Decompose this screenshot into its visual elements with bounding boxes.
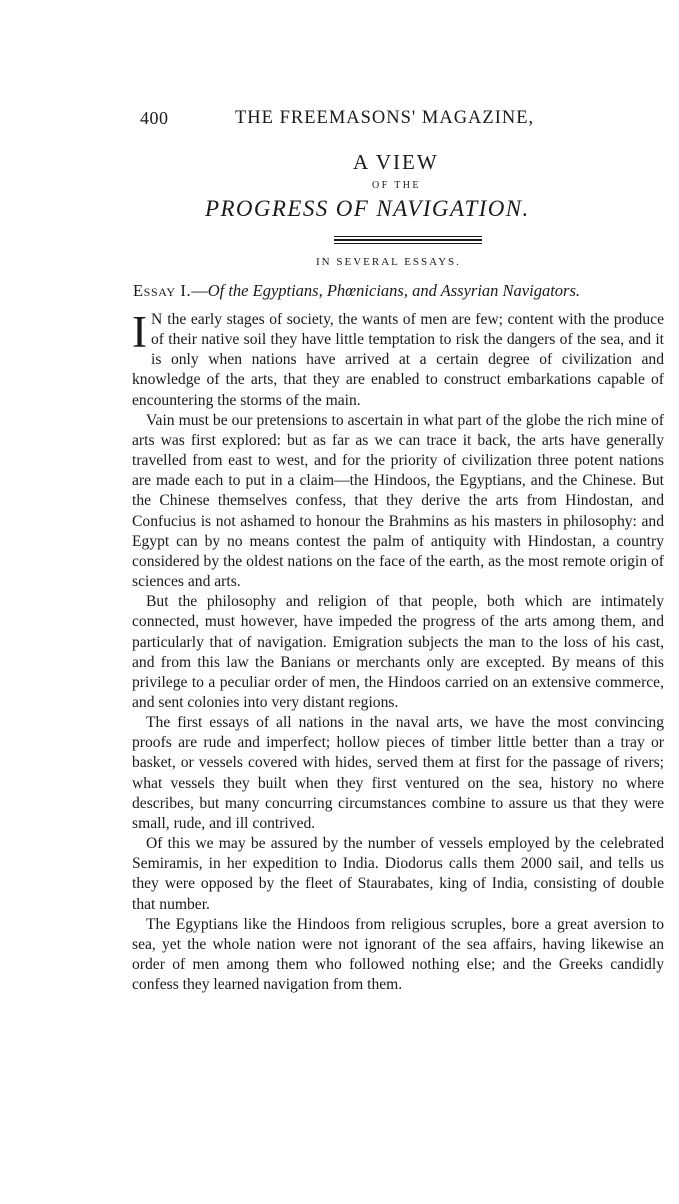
paragraph: The first essays of all nations in the naval arts, we have the most convincing proofs are rude and imperfect; hollow pieces of timber little better than a tray or basket, or vessels covered with hides, served them at first for the passage of rivers; what vessels they built when they first ventured on the sea, history no where describes, but many concurring circumstances combine to assure us that they were small, rude, and ill contrived. [132,714,664,832]
paragraph [132,307,664,411]
essays-note: IN SEVERAL ESSAYS. [316,256,461,268]
running-head: THE FREEMASONS' MAGAZINE, [235,108,535,128]
paragraph: The Egyptians like the Hindoos from religious scruples, bore a great aversion to sea, yet the whole nation were not ignorant of the sea affairs, having likewise an order of men among them who followed nothing else; and the Greeks candidly confess they learned navigation from them. [132,915,664,994]
page-number: 400 [140,108,169,128]
essay-label: Essay I. [133,281,192,300]
title-rule-top [334,236,482,237]
article-title: A VIEW [353,150,439,174]
paragraph-text: the early stages of society, the wants of men are few; content with the produce of their native soil they have little temptation to risk the dangers of the sea, and it is only when nations have arrived at a certain degree of civilization and knowledge of the arts, that they are enabled to construct embarkations capable of encountering the storms of the main. [132,311,664,409]
article-subtitle: PROGRESS OF NAVIGATION. [205,196,530,221]
drop-cap: I [132,307,147,357]
title-rule-bottom [334,243,482,244]
essay-dash: — [191,281,208,300]
paragraph: Vain must be our pretensions to ascertain in what part of the globe the rich mine of arts was first explored: but as far as we can trace it back, the arts have generally travelled from east to west, and for the priority of civilization three potent nations are made each to put in a claim—the Hindoos, the Egyptians, and the Chinese. But the Chinese themselves confess, that they derive the arts from Hindostan, and Confucius is not ashamed to honour the Brahmins as his masters in philosophy: and Egypt can by no means contest the palm of antiquity with Hindostan, a country considered by the oldest nations on the face of the earth, as the most remote origin of sciences and arts. [132,411,664,591]
title-rule-middle [334,239,482,241]
paragraph: But the philosophy and religion of that people, both which are intimately connected, must however, have impeded the progress of the arts among them, and particularly that of navigation. Emigration subjects the man to the loss of his cast, and from this law the Banians or merchants only are excepted. By means of this privilege to a peculiar order of men, the Hindoos carried on an extensive commerce, and sent colonies into very distant regions. [132,593,664,711]
essay-subject: Of the Egyptians, Phœnicians, and Assyrian Navigators. [207,281,581,300]
article-title-connector: OF THE [372,180,421,191]
first-word-rest: N [151,311,163,328]
article-body [132,307,664,995]
essay-heading [133,281,663,301]
paragraph: Of this we may be assured by the number of vessels employed by the celebrated Semiramis, in her expedition to India. Diodorus calls them 2000 sail, and tells us they were opposed by the fleet of Staurabates, king of India, consisting of double that number. [132,835,664,913]
